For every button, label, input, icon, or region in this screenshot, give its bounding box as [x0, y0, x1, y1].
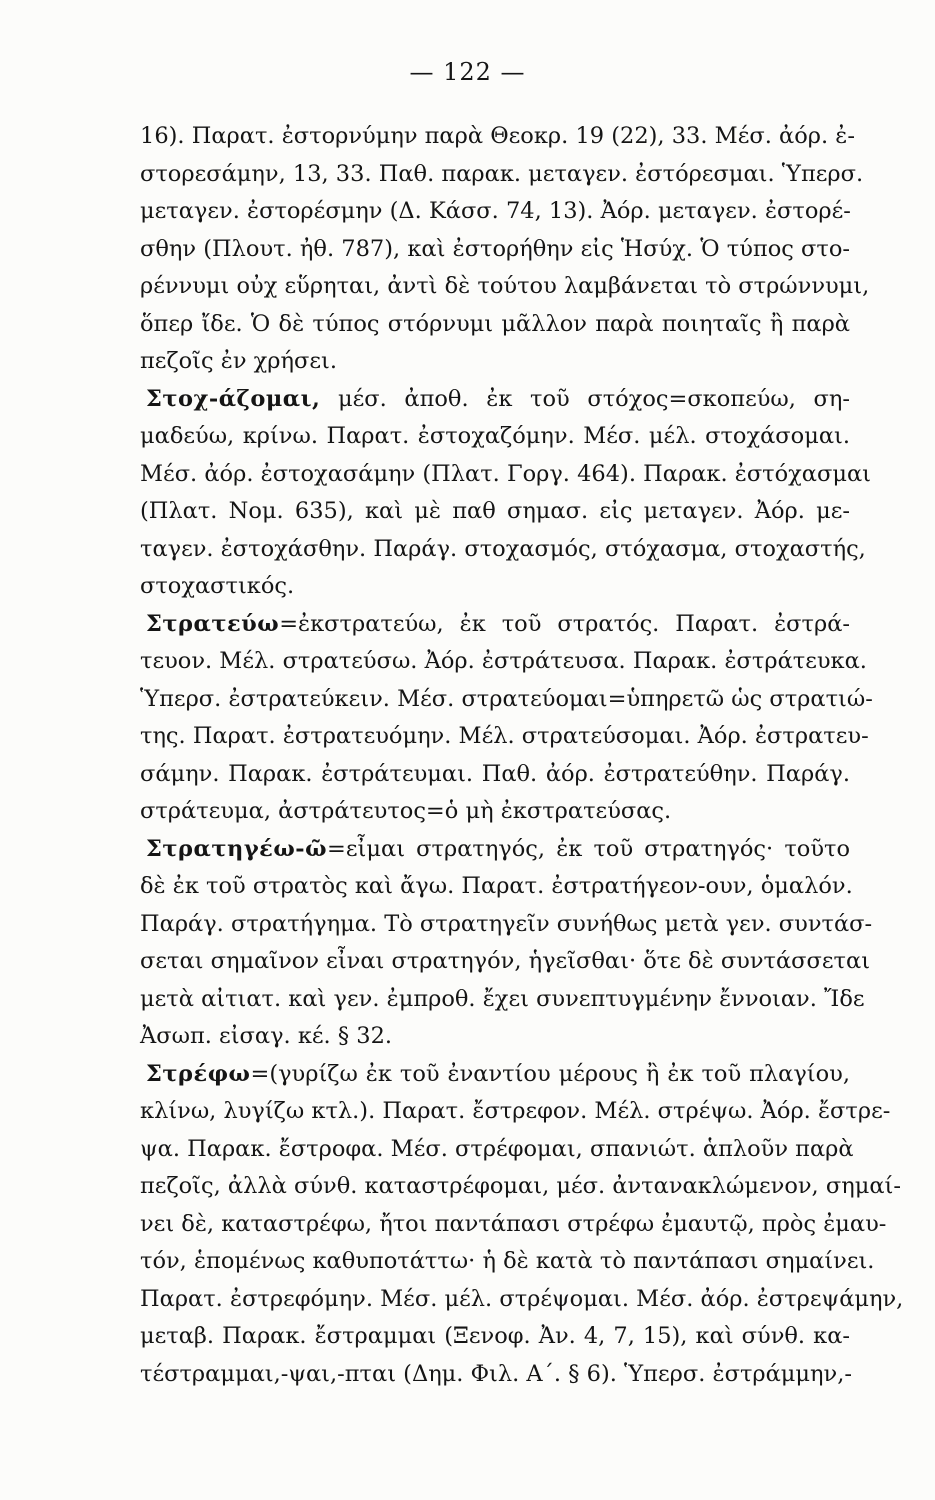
- text-line: [140, 756, 850, 794]
- line-text: 16). Παρατ. ἐστορνύμην παρὰ Θεοκρ. 19 (22), 33. Μέσ. ἀόρ. ἐ-: [140, 123, 855, 149]
- line-text: δὲ ἐκ τοῦ στρατὸς καὶ ἄγω. Παρατ. ἐστρατήγεον-ουν, ὁμαλόν.: [140, 873, 853, 899]
- line-text: ρέννυμι οὐχ εὕρηται, ἀντὶ δὲ τούτου λαμβάνεται τὸ στρώννυμι,: [140, 273, 870, 299]
- line-text: Μέσ. ἀόρ. ἐστοχασάμην (Πλατ. Γοργ. 464). Παρακ. ἐστόχασμαι: [140, 460, 871, 487]
- line-text: κλίνω, λυγίζω κτλ.). Παρατ. ἔστρεφον. Μέλ. στρέψω. Ἀόρ. ἔστρε-: [140, 1098, 891, 1124]
- line-text: στορεσάμην, 13, 33. Παθ. παρακ. μεταγεν. ἐστόρεσμαι. Ὑπερσ.: [140, 160, 864, 187]
- line-text: Παρατ. ἐστρεφόμην. Μέσ. μέλ. στρέψομαι. Μέσ. ἀόρ. ἐστρεψάμην,: [140, 1285, 904, 1312]
- line-text: σάμην. Παρακ. ἐστράτευμαι. Παθ. ἀόρ. ἐστρατεύθην. Παράγ.: [140, 760, 850, 787]
- line-text: =(γυρίζω ἐκ τοῦ ἐναντίου μέρους ἢ ἐκ τοῦ πλαγίου,: [250, 1060, 850, 1087]
- text-line: [140, 1018, 850, 1056]
- line-text: Παράγ. στρατήγημα. Τὸ στρατηγεῖν συνήθως μετὰ γεν. συντάσ-: [140, 910, 873, 937]
- page-number: — 122 —: [409, 58, 526, 86]
- entry-headword: Στοχ-άζομαι,: [146, 385, 321, 412]
- text-line: [140, 681, 873, 719]
- text-line: [140, 943, 871, 981]
- line-text: μεταγεν. ἐστορέσμην (Δ. Κάσσ. 74, 13). Ἀόρ. μεταγεν. ἐστορέ-: [140, 198, 851, 224]
- text-line: [140, 643, 867, 681]
- text-line: [140, 531, 866, 569]
- text-line: [140, 1356, 850, 1394]
- text-line: [140, 156, 864, 194]
- text-line: [140, 193, 850, 231]
- line-text: μεταβ. Παρακ. ἔστραμμαι (Ξενοφ. Ἀν. 4, 7, 15), καὶ σύνθ. κα-: [140, 1323, 850, 1349]
- line-text: =ἐκστρατεύω, ἐκ τοῦ στρατός. Παρατ. ἐστρά-: [279, 610, 850, 637]
- text-line: [140, 868, 853, 906]
- text-line: [140, 718, 869, 756]
- entry-headword: Στρατηγέω-ῶ: [146, 835, 328, 862]
- text-line: [140, 456, 871, 494]
- text-line: [140, 268, 870, 306]
- line-text: Ἀσωπ. εἰσαγ. κέ. § 32.: [140, 1023, 393, 1049]
- entry-first-line: [140, 606, 850, 644]
- line-text: ταγεν. ἐστοχάσθην. Παράγ. στοχασμός, στόχασμα, στοχαστής,: [140, 535, 866, 562]
- line-text: τευον. Μέλ. στρατεύσω. Ἀόρ. ἐστράτευσα. Παρακ. ἐστράτευκα.: [140, 648, 867, 674]
- text-line: [140, 1168, 901, 1206]
- line-text: πεζοῖς ἐν χρήσει.: [140, 348, 337, 374]
- line-text: στράτευμα, ἀστράτευτος=ὁ μὴ ἐκστρατεύσας.: [140, 798, 672, 824]
- line-text: στοχαστικός.: [140, 573, 295, 599]
- entry-headword: Στρατεύω: [146, 610, 280, 637]
- text-line: [140, 306, 850, 344]
- line-text: νει δὲ, καταστρέφω, ἤτοι παντάπασι στρέφω ἐμαυτῷ, πρὸς ἐμαυ-: [140, 1210, 887, 1237]
- line-text: ψα. Παρακ. ἔστροφα. Μέσ. στρέφομαι, σπανιώτ. ἁπλοῦν παρὰ: [140, 1135, 854, 1162]
- text-line: [140, 1243, 875, 1281]
- text-line: [140, 981, 865, 1019]
- text-line: [140, 493, 850, 531]
- entry-first-line: [140, 831, 850, 869]
- line-text: τόν, ἑπομένως καθυποτάττω· ἡ δὲ κατὰ τὸ παντάπασι σημαίνει.: [140, 1248, 875, 1274]
- line-text: =εἶμαι στρατηγός, ἐκ τοῦ στρατηγός· τοῦτο: [327, 835, 850, 862]
- entry-headword: Στρέφω: [146, 1060, 251, 1087]
- text-line: [140, 793, 850, 831]
- text-line: [140, 568, 850, 606]
- line-text: σεται σημαῖνον εἶναι στρατηγόν, ἡγεῖσθαι· ὅτε δὲ συντάσσεται: [140, 948, 871, 974]
- entry-first-line: [140, 381, 850, 419]
- text-line: [140, 231, 850, 269]
- line-text: σθην (Πλουτ. ἠθ. 787), καὶ ἐστορήθην εἰς Ἡσύχ. Ὁ τύπος στο-: [140, 235, 850, 262]
- line-text: της. Παρατ. ἐστρατευόμην. Μέλ. στρατεύσομαι. Ἀόρ. ἐστρατευ-: [140, 723, 869, 749]
- text-line: [140, 1281, 904, 1319]
- line-text: μαδεύω, κρίνω. Παρατ. ἐστοχαζόμην. Μέσ. μέλ. στοχάσομαι.: [140, 423, 850, 449]
- text-line: [140, 418, 850, 456]
- line-text: μετὰ αἰτιατ. καὶ γεν. ἐμπροθ. ἔχει συνεπτυγμένην ἔννοιαν. Ἴδε: [140, 985, 865, 1012]
- line-text: πεζοῖς, ἀλλὰ σύνθ. καταστρέφομαι, μέσ. ἀντανακλώμενον, σημαί-: [140, 1173, 901, 1199]
- text-line: [140, 118, 855, 156]
- line-text: (Πλατ. Νομ. 635), καὶ μὲ παθ σημασ. εἰς μεταγεν. Ἀόρ. με-: [140, 498, 850, 524]
- text-line: [140, 1318, 850, 1356]
- line-text: τέστραμμαι,-ψαι,-πται (Δημ. Φιλ. Α΄. § 6). Ὑπερσ. ἐστράμμην,-: [140, 1360, 852, 1387]
- entry-first-line: [140, 1056, 850, 1094]
- text-line: [140, 906, 873, 944]
- line-text: ὅπερ ἴδε. Ὁ δὲ τύπος στόρνυμι μᾶλλον παρὰ ποιηταῖς ἢ παρὰ: [140, 310, 850, 337]
- line-text: μέσ. ἀποθ. ἐκ τοῦ στόχος=σκοπεύω, ση-: [320, 385, 850, 412]
- line-text: Ὑπερσ. ἐστρατεύκειν. Μέσ. στρατεύομαι=ὑπηρετῶ ὡς στρατιώ-: [140, 685, 873, 712]
- text-line: [140, 343, 850, 381]
- text-line: [140, 1206, 887, 1244]
- page-body-text: [140, 118, 904, 1393]
- text-line: [140, 1131, 854, 1169]
- text-line: [140, 1093, 891, 1131]
